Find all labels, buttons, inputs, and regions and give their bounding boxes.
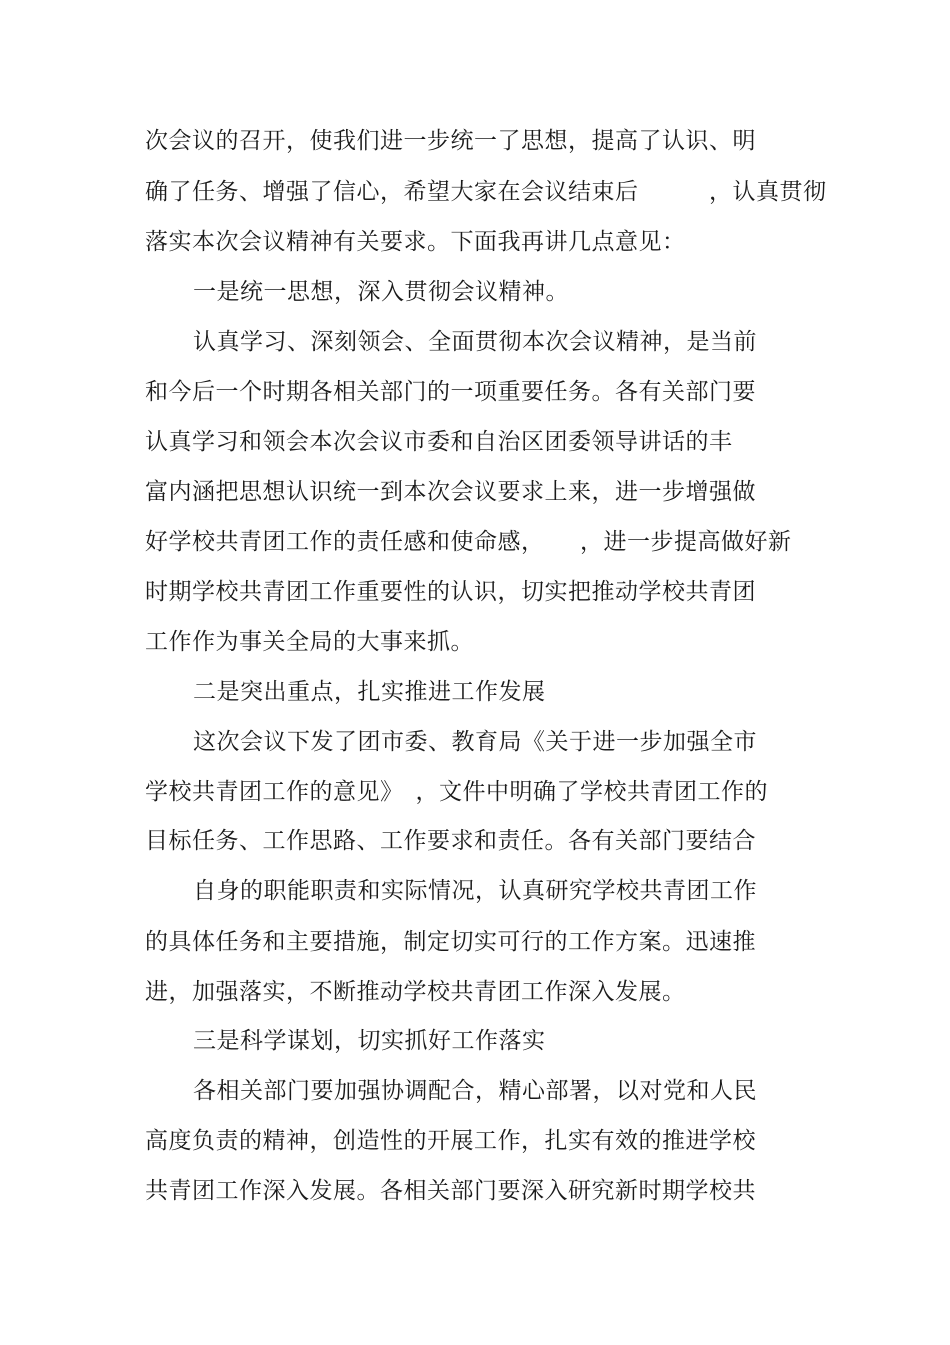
body-line: 目标任务、工作思路、工作要求和责任。各有关部门要结合	[145, 828, 756, 854]
body-line: 高度负责的精神，创造性的开展工作，扎实有效的推进学校	[145, 1128, 756, 1154]
paragraph-start-line: 自身的职能职责和实际情况，认真研究学校共青团工作	[193, 878, 757, 904]
paragraph-start-line: 各相关部门要加强协调配合，精心部署，以对党和人民	[193, 1078, 757, 1104]
body-line: 次会议的召开，使我们进一步统一了思想，提高了认识、明	[145, 128, 756, 154]
paragraph-start-line: 这次会议下发了团市委、教育局《关于进一步加强全市	[193, 729, 757, 755]
body-line: 进，加强落实，不断推动学校共青团工作深入发展。	[145, 979, 686, 1005]
body-line: 好学校共青团工作的责任感和使命感， ，进一步提高做好新	[145, 529, 792, 555]
section-heading: 三是科学谋划，切实抓好工作落实	[193, 1028, 546, 1054]
body-line: 共青团工作深入发展。各相关部门要深入研究新时期学校共	[145, 1178, 756, 1204]
body-line: 时期学校共青团工作重要性的认识，切实把推动学校共青团	[145, 579, 756, 605]
body-line: 落实本次会议精神有关要求。下面我再讲几点意见：	[145, 229, 686, 255]
body-line: 工作作为事关全局的大事来抓。	[145, 629, 474, 655]
body-line: 学校共青团工作的意见》 ，文件中明确了学校共青团工作的	[145, 779, 768, 805]
body-line: 认真学习和领会本次会议市委和自治区团委领导讲话的丰	[145, 429, 733, 455]
body-line: 富内涵把思想认识统一到本次会议要求上来，进一步增强做	[145, 479, 756, 505]
paragraph-start-line: 认真学习、深刻领会、全面贯彻本次会议精神，是当前	[193, 329, 757, 355]
body-line: 和今后一个时期各相关部门的一项重要任务。各有关部门要	[145, 379, 756, 405]
section-heading: 一是统一思想，深入贯彻会议精神。	[193, 279, 569, 305]
body-line: 的具体任务和主要措施，制定切实可行的工作方案。迅速推	[145, 929, 756, 955]
body-line: 确了任务、增强了信心，希望大家在会议结束后 ，认真贯彻	[145, 179, 827, 205]
section-heading: 二是突出重点，扎实推进工作发展	[193, 679, 546, 705]
